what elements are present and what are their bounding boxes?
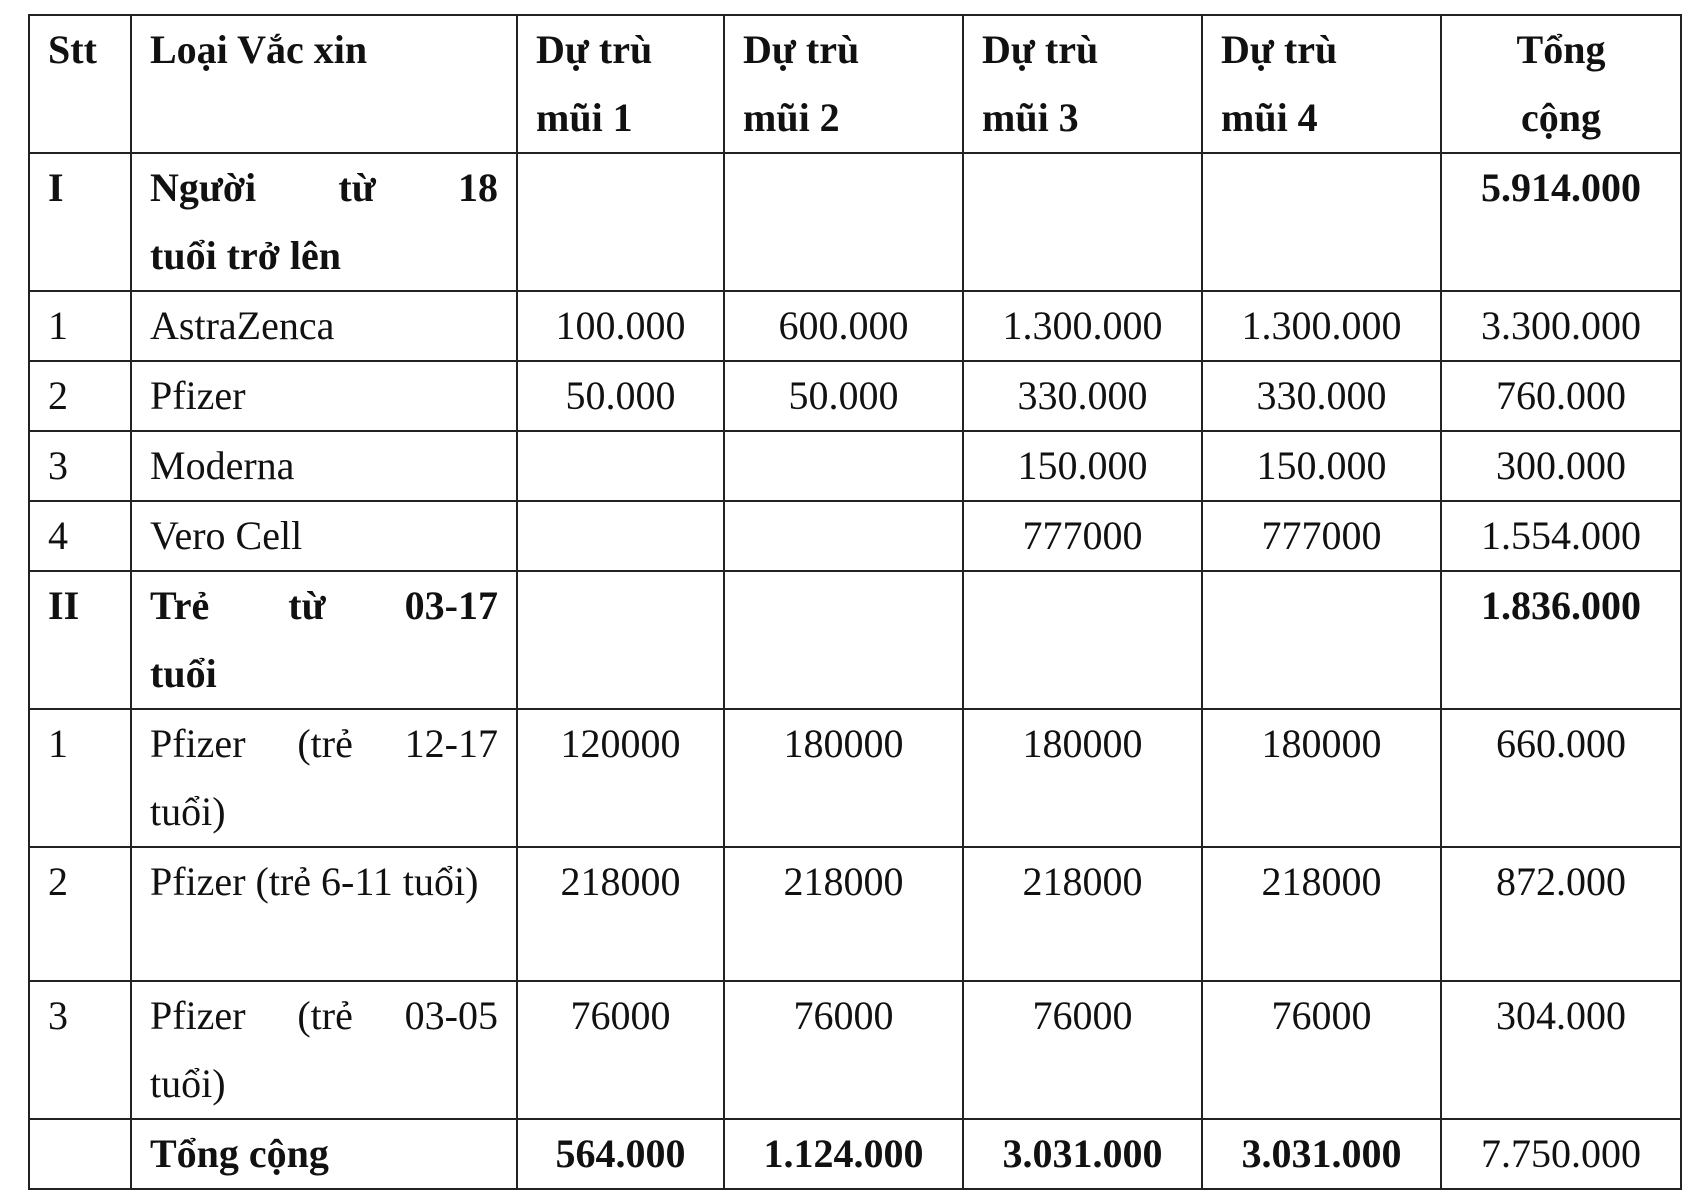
grand-total-dose-4: 3.031.000	[1202, 1119, 1441, 1189]
row-vaccine-name: Pfizer (trẻ 6-11 tuổi)	[131, 847, 517, 981]
cropped-caption-strip	[0, 0, 1706, 10]
grand-total-row	[29, 1119, 1681, 1189]
row-stt: 3	[29, 431, 131, 501]
row-stt: 2	[29, 361, 131, 431]
group-label: Trẻ từ 03-17 tuổi	[131, 571, 517, 709]
row-dose-4: 218000	[1202, 847, 1441, 981]
row-dose-2: 180000	[724, 709, 963, 847]
grand-total-stt	[29, 1119, 131, 1189]
group-total: 5.914.000	[1441, 153, 1681, 291]
group-row-children	[29, 571, 1681, 709]
row-dose-3: 180000	[963, 709, 1202, 847]
row-dose-4: 180000	[1202, 709, 1441, 847]
header-dose-1: Dự trù mũi 1	[517, 15, 724, 153]
row-dose-4: 777000	[1202, 501, 1441, 571]
row-dose-3: 330.000	[963, 361, 1202, 431]
row-vaccine-name: AstraZenca	[131, 291, 517, 361]
row-dose-1: 50.000	[517, 361, 724, 431]
group-row-adults	[29, 153, 1681, 291]
grand-total-dose-1: 564.000	[517, 1119, 724, 1189]
group-dose-1	[517, 571, 724, 709]
group-dose-2	[724, 571, 963, 709]
row-stt: 1	[29, 291, 131, 361]
group-dose-3	[963, 153, 1202, 291]
group-stt: II	[29, 571, 131, 709]
table-row	[29, 709, 1681, 847]
table-row	[29, 291, 1681, 361]
row-dose-2	[724, 501, 963, 571]
header-vaccine-type: Loại Vắc xin	[131, 15, 517, 153]
row-dose-2: 218000	[724, 847, 963, 981]
group-dose-2	[724, 153, 963, 291]
row-dose-2: 600.000	[724, 291, 963, 361]
table-row	[29, 361, 1681, 431]
row-dose-4: 1.300.000	[1202, 291, 1441, 361]
group-dose-1	[517, 153, 724, 291]
row-vaccine-name: Pfizer	[131, 361, 517, 431]
row-stt: 1	[29, 709, 131, 847]
row-vaccine-name: Moderna	[131, 431, 517, 501]
row-dose-1	[517, 501, 724, 571]
table-row	[29, 501, 1681, 571]
row-dose-1: 218000	[517, 847, 724, 981]
row-total: 872.000	[1441, 847, 1681, 981]
header-dose-2: Dự trù mũi 2	[724, 15, 963, 153]
group-dose-4	[1202, 153, 1441, 291]
row-total: 304.000	[1441, 981, 1681, 1119]
row-total: 660.000	[1441, 709, 1681, 847]
row-vaccine-name: Pfizer (trẻ 03-05 tuổi)	[131, 981, 517, 1119]
row-stt: 3	[29, 981, 131, 1119]
row-dose-4: 330.000	[1202, 361, 1441, 431]
row-dose-1: 120000	[517, 709, 724, 847]
group-label: Người từ 18 tuổi trở lên	[131, 153, 517, 291]
header-dose-3: Dự trù mũi 3	[963, 15, 1202, 153]
table-row	[29, 847, 1681, 981]
row-dose-1: 76000	[517, 981, 724, 1119]
row-dose-4: 76000	[1202, 981, 1441, 1119]
row-dose-2	[724, 431, 963, 501]
row-vaccine-name: Pfizer (trẻ 12-17 tuổi)	[131, 709, 517, 847]
row-dose-3: 218000	[963, 847, 1202, 981]
grand-total-label: Tổng cộng	[131, 1119, 517, 1189]
row-stt: 4	[29, 501, 131, 571]
row-dose-3: 76000	[963, 981, 1202, 1119]
grand-total-dose-3: 3.031.000	[963, 1119, 1202, 1189]
table-header-row	[29, 15, 1681, 153]
row-total: 1.554.000	[1441, 501, 1681, 571]
row-dose-2: 50.000	[724, 361, 963, 431]
grand-total-dose-2: 1.124.000	[724, 1119, 963, 1189]
row-dose-4: 150.000	[1202, 431, 1441, 501]
group-dose-4	[1202, 571, 1441, 709]
header-dose-4: Dự trù mũi 4	[1202, 15, 1441, 153]
group-total: 1.836.000	[1441, 571, 1681, 709]
row-vaccine-name: Vero Cell	[131, 501, 517, 571]
header-stt: Stt	[29, 15, 131, 153]
header-total: Tổng cộng	[1441, 15, 1681, 153]
row-dose-2: 76000	[724, 981, 963, 1119]
row-dose-3: 777000	[963, 501, 1202, 571]
row-total: 760.000	[1441, 361, 1681, 431]
row-dose-1: 100.000	[517, 291, 724, 361]
row-dose-3: 150.000	[963, 431, 1202, 501]
group-stt: I	[29, 153, 131, 291]
row-total: 3.300.000	[1441, 291, 1681, 361]
table-row	[29, 431, 1681, 501]
table-row	[29, 981, 1681, 1119]
row-dose-1	[517, 431, 724, 501]
group-dose-3	[963, 571, 1202, 709]
grand-total-value: 7.750.000	[1441, 1119, 1681, 1189]
row-dose-3: 1.300.000	[963, 291, 1202, 361]
row-stt: 2	[29, 847, 131, 981]
row-total: 300.000	[1441, 431, 1681, 501]
vaccine-plan-table	[28, 14, 1682, 1190]
